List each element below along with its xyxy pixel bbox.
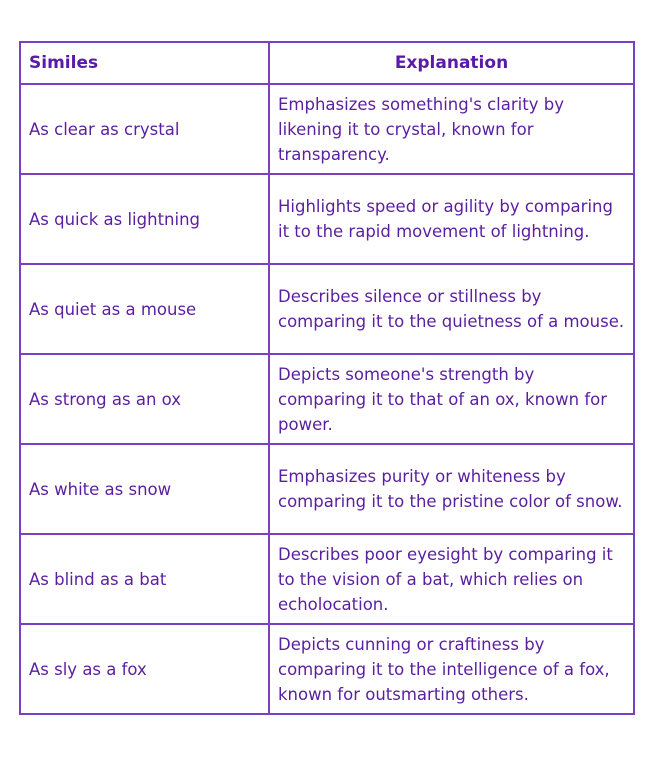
simile-cell: As quick as lightning (20, 174, 269, 264)
explanation-cell: Emphasizes purity or whiteness by comparing it to the pristine color of snow. (269, 444, 634, 534)
simile-cell: As quiet as a mouse (20, 264, 269, 354)
table-row (20, 354, 634, 444)
table-row (20, 534, 634, 624)
table-row (20, 174, 634, 264)
simile-cell: As white as snow (20, 444, 269, 534)
simile-cell: As blind as a bat (20, 534, 269, 624)
table-row (20, 624, 634, 714)
header-explanation: Explanation (269, 42, 634, 84)
header-row (20, 42, 634, 84)
explanation-cell: Emphasizes something's clarity by likening it to crystal, known for transparency. (269, 84, 634, 174)
explanation-cell: Describes silence or stillness by comparing it to the quietness of a mouse. (269, 264, 634, 354)
header-similes: Similes (20, 42, 269, 84)
table-row (20, 264, 634, 354)
table-row (20, 84, 634, 174)
explanation-cell: Depicts someone's strength by comparing it to that of an ox, known for power. (269, 354, 634, 444)
simile-cell: As sly as a fox (20, 624, 269, 714)
simile-cell: As strong as an ox (20, 354, 269, 444)
explanation-cell: Describes poor eyesight by comparing it to the vision of a bat, which relies on echolocation. (269, 534, 634, 624)
table-row (20, 444, 634, 534)
explanation-cell: Depicts cunning or craftiness by comparing it to the intelligence of a fox, known for outsmarting others. (269, 624, 634, 714)
explanation-cell: Highlights speed or agility by comparing it to the rapid movement of lightning. (269, 174, 634, 264)
similes-table (19, 41, 635, 715)
simile-cell: As clear as crystal (20, 84, 269, 174)
